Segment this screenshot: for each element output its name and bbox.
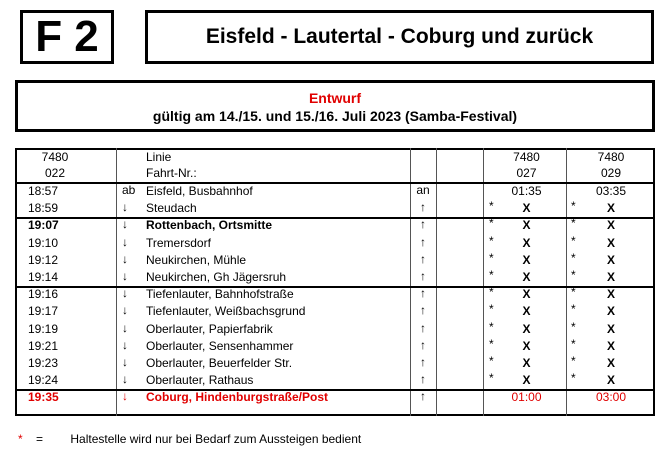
stop-direction-up: ↑	[420, 355, 426, 369]
request-stop-star: *	[571, 216, 576, 231]
request-stop-star: *	[489, 336, 494, 351]
stop-direction-up: ↑	[420, 320, 426, 335]
stop-departure-time: 18:59	[28, 201, 59, 216]
stop-departure-time: 19:23	[28, 356, 59, 370]
stop-name: Tremersdorf	[146, 235, 211, 250]
trip-time-1: 01:35	[511, 184, 542, 198]
request-stop-star: *	[571, 354, 576, 368]
trip-time-1: X	[522, 287, 531, 302]
stop-name: Oberlauter, Beuerfelder Str.	[146, 356, 293, 370]
column-divider	[483, 148, 484, 416]
table-border-bottom	[15, 414, 655, 416]
trip-time-2: X	[606, 287, 615, 302]
request-stop-star: *	[489, 199, 494, 214]
request-stop-star: *	[571, 285, 576, 300]
stop-name: Coburg, Hindenburgstraße/Post	[146, 390, 329, 405]
table-border-left	[15, 148, 17, 416]
validity-text: gültig am 14./15. und 15./16. Juli 2023 (Samba-Festival)	[152, 108, 518, 124]
trip-time-2: X	[606, 321, 615, 336]
stop-direction-down: ↓	[122, 234, 128, 249]
request-stop-star: *	[571, 268, 576, 282]
trip-time-2: 03:35	[595, 184, 627, 198]
footnote-text: Haltestelle wird nur bei Bedarf zum Aussteigen bedient	[70, 432, 362, 446]
stop-name: Neukirchen, Gh Jägersruh	[146, 270, 287, 284]
header-trip-line: 7480	[513, 150, 540, 164]
stop-direction-up: ↑	[420, 286, 426, 301]
stop-direction-up: ↑	[420, 389, 426, 404]
request-stop-star: *	[571, 319, 576, 334]
footnote-symbol: *	[18, 432, 23, 446]
stop-name: Tiefenlauter, Weißbachsgrund	[146, 304, 306, 319]
route-title: Eisfeld - Lautertal - Coburg und zurück	[145, 10, 654, 64]
stop-direction-down: ab	[122, 183, 136, 197]
stop-direction-down: ↓	[122, 320, 128, 335]
validity-notice	[15, 80, 655, 132]
stop-departure-time: 18:57	[28, 184, 59, 198]
stop-departure-time: 19:07	[28, 218, 59, 233]
trip-time-2: X	[606, 304, 615, 319]
request-stop-star: *	[489, 285, 494, 300]
stop-direction-down: ↓	[122, 303, 128, 318]
request-stop-star: *	[571, 371, 576, 386]
stop-name: Rottenbach, Ortsmitte	[146, 218, 273, 233]
stop-departure-time: 19:16	[28, 287, 59, 302]
stop-direction-up: ↑	[420, 217, 426, 232]
request-stop-star: *	[489, 371, 494, 386]
trip-time-2: X	[606, 373, 615, 388]
draft-label: Entwurf	[308, 90, 362, 106]
stop-direction-up: ↑	[420, 372, 426, 387]
stop-departure-time: 19:19	[28, 321, 59, 336]
trip-time-2: X	[606, 252, 615, 267]
request-stop-star: *	[489, 302, 494, 317]
stop-direction-down: ↓	[122, 251, 128, 266]
request-stop-star: *	[489, 354, 494, 368]
trip-time-2: X	[606, 218, 615, 233]
trip-time-1: X	[522, 373, 531, 388]
footnote	[18, 432, 361, 446]
stop-direction-down: ↓	[122, 337, 128, 352]
stop-direction-down: ↓	[122, 200, 128, 215]
trip-time-1: X	[522, 321, 531, 336]
stop-direction-down: ↓	[122, 389, 128, 404]
stop-name: Oberlauter, Sensenhammer	[146, 338, 294, 353]
stop-departure-time: 19:21	[28, 338, 59, 353]
stop-name: Steudach	[146, 201, 197, 216]
trip-time-1: X	[522, 252, 531, 267]
trip-time-2: X	[606, 338, 615, 353]
request-stop-star: *	[571, 199, 576, 214]
stop-direction-down: ↓	[122, 372, 128, 387]
header-left-line: 7480	[41, 150, 69, 164]
stop-direction-up: ↑	[420, 269, 426, 283]
stop-name: Neukirchen, Mühle	[146, 252, 247, 267]
request-stop-star: *	[489, 319, 494, 334]
trip-time-2: X	[606, 356, 615, 370]
request-stop-star: *	[489, 233, 494, 248]
header-trip-line: 7480	[597, 150, 625, 164]
stop-departure-time: 19:14	[28, 270, 59, 284]
trip-time-1: X	[522, 338, 531, 353]
stop-departure-time: 19:35	[28, 390, 59, 405]
stop-direction-up: an	[416, 183, 430, 197]
trip-time-1: X	[522, 235, 531, 250]
stop-direction-down: ↓	[122, 286, 128, 301]
stop-direction-down: ↓	[122, 269, 128, 283]
header-trip-number: 027	[516, 166, 537, 180]
stop-departure-time: 19:24	[28, 373, 59, 388]
trip-time-1: 01:00	[511, 390, 542, 405]
stop-direction-down: ↓	[122, 355, 128, 369]
trip-time-1: X	[522, 356, 531, 370]
stop-name: Tiefenlauter, Bahnhofstraße	[146, 287, 294, 302]
stop-direction-up: ↑	[420, 337, 426, 352]
trip-time-1: X	[522, 218, 531, 233]
trip-time-2: 03:00	[595, 390, 627, 405]
stop-direction-down: ↓	[122, 217, 128, 232]
trip-time-2: X	[606, 235, 615, 250]
trip-time-2: X	[606, 201, 615, 216]
stop-name: Oberlauter, Papierfabrik	[146, 321, 273, 336]
stop-direction-up: ↑	[420, 251, 426, 266]
request-stop-star: *	[489, 268, 494, 282]
request-stop-star: *	[571, 250, 576, 265]
stop-departure-time: 19:12	[28, 252, 59, 267]
header-trip-label: Fahrt-Nr.:	[146, 166, 197, 180]
trip-time-1: X	[522, 304, 531, 319]
timetable	[15, 148, 655, 416]
trip-time-1: X	[522, 201, 531, 216]
stop-direction-up: ↑	[420, 234, 426, 249]
request-stop-star: *	[571, 302, 576, 317]
trip-time-2: X	[606, 270, 615, 284]
stop-departure-time: 19:17	[28, 304, 59, 319]
header-left-trip: 022	[44, 166, 66, 180]
stop-departure-time: 19:10	[28, 235, 59, 250]
trip-time-1: X	[522, 270, 531, 284]
footnote-equals: =	[36, 432, 44, 446]
request-stop-star: *	[489, 216, 494, 231]
column-divider	[116, 148, 117, 416]
request-stop-star: *	[571, 233, 576, 248]
header-line-label: Linie	[146, 150, 172, 164]
column-divider	[436, 148, 437, 416]
route-number-badge: F 2	[20, 10, 114, 64]
stop-direction-up: ↑	[420, 200, 426, 215]
stop-direction-up: ↑	[420, 303, 426, 318]
request-stop-star: *	[489, 250, 494, 265]
stop-name: Eisfeld, Busbahnhof	[146, 184, 253, 198]
request-stop-star: *	[571, 336, 576, 351]
header-trip-number: 029	[600, 166, 622, 180]
stop-name: Oberlauter, Rathaus	[146, 373, 254, 388]
